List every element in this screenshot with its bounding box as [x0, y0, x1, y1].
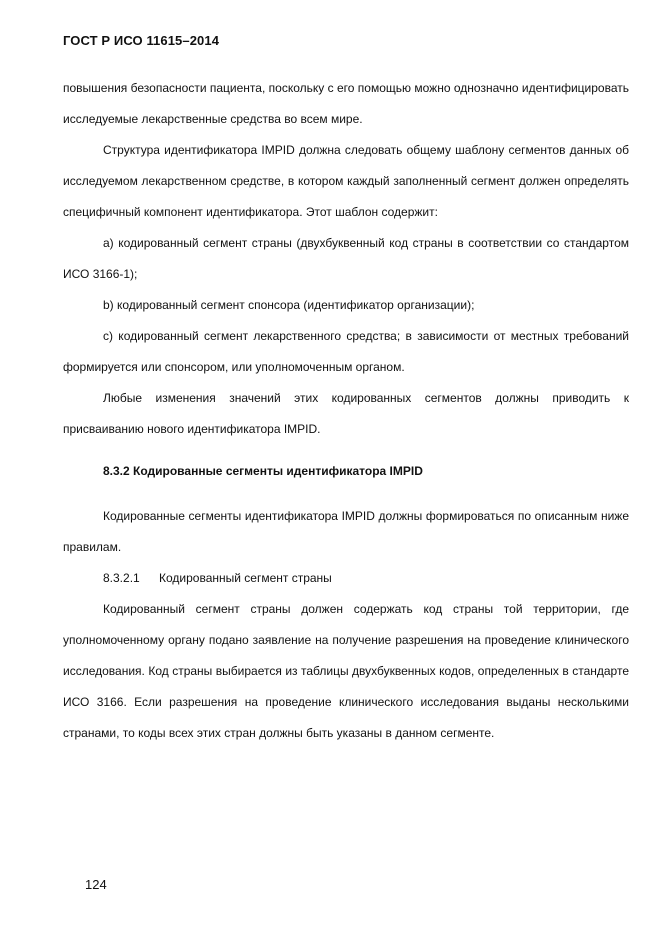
list-item-a: а) кодированный сегмент страны (двухбуквенный код страны в соответствии со стандартом ИСО 3166-1); — [63, 236, 629, 281]
list-item-c: с) кодированный сегмент лекарственного средства; в зависимости от местных требований формируется или спонсором, или уполномоченным органом. — [63, 329, 629, 374]
paragraph-structure: Структура идентификатора IMPID должна следовать общему шаблону сегментов данных об исследуемом лекарственном средстве, в котором каждый заполненный сегмент должен определять специфичный компонент идентификатора. Этот шаблон содержит: — [63, 143, 629, 219]
document-header: ГОСТ Р ИСО 11615–2014 — [63, 33, 220, 48]
section-heading: 8.3.2 Кодированные сегменты идентификатора IMPID — [103, 464, 423, 478]
paragraph-changes: Любые изменения значений этих кодированных сегментов должны приводить к присваиванию нового идентификатора IMPID. — [63, 391, 629, 436]
document-body — [63, 73, 629, 749]
section-intro: Кодированные сегменты идентификатора IMPID должны формироваться по описанным ниже правилам. — [63, 509, 629, 554]
subsection-number: 8.3.2.1 — [103, 571, 140, 585]
subsection-title: Кодированный сегмент страны — [159, 571, 332, 585]
subsection-body: Кодированный сегмент страны должен содержать код страны той территории, где уполномоченному органу подано заявление на получение разрешения на проведение клинического исследования. Код страны выбирается из таблицы двухбуквенных кодов, определенных в стандарте ИСО 3166. Если разрешения на проведение клинического исследования выданы несколькими странами, то коды всех этих стран должны быть указаны в данном сегменте. — [63, 602, 629, 740]
list-item-b: b) кодированный сегмент спонсора (идентификатор организации); — [103, 298, 475, 312]
subsection-heading — [63, 563, 629, 594]
paragraph-continuation: повышения безопасности пациента, поскольку с его помощью можно однозначно идентифицировать исследуемые лекарственные средства во всем мире. — [63, 81, 629, 126]
page-number: 124 — [85, 877, 107, 892]
